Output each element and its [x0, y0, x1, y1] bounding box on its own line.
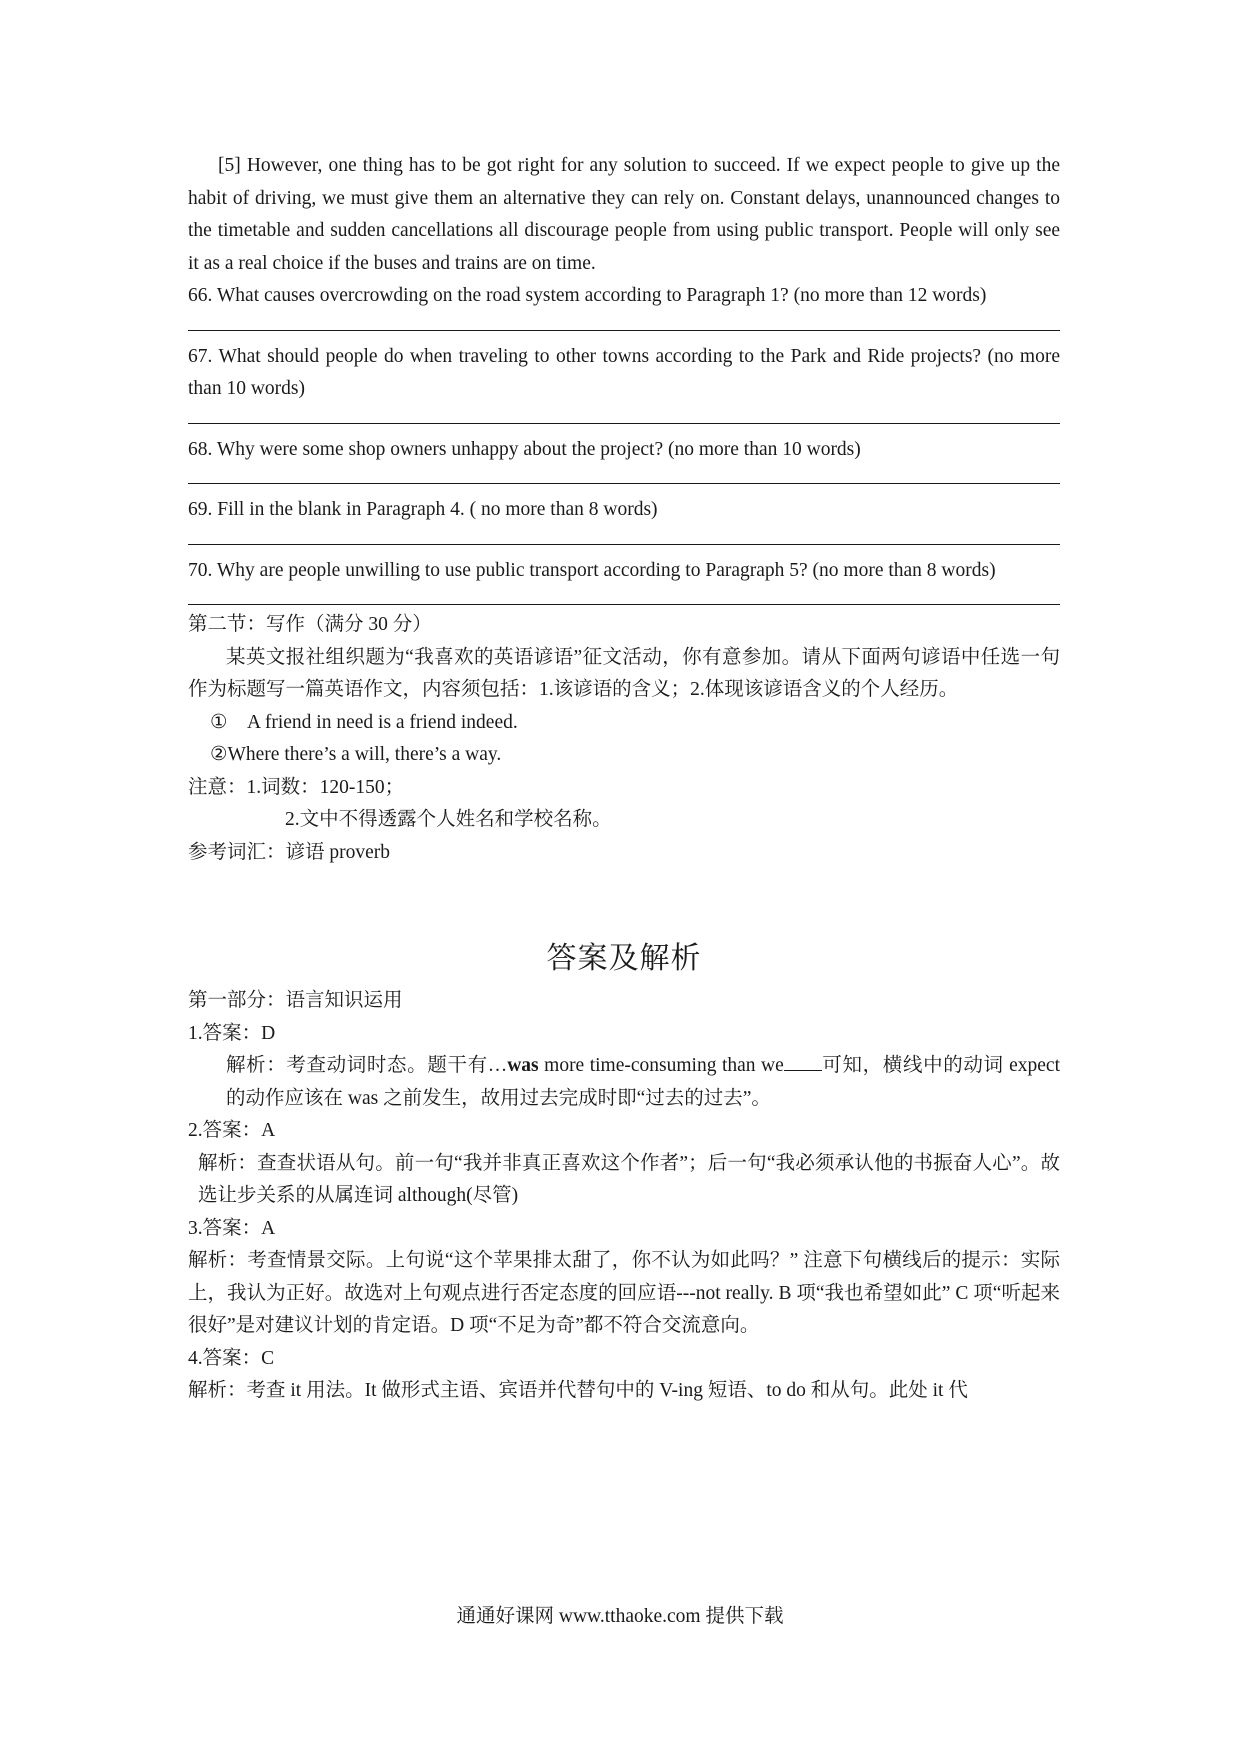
answers-part-1: 第一部分：语言知识运用: [188, 990, 403, 1011]
question-text: 69. Fill in the blank in Paragraph 4. ( no more than 8 words): [188, 499, 658, 520]
answers-title: 答案及解析: [546, 942, 702, 975]
question-68: [188, 434, 1060, 495]
writing-note-1: 注意：1.词数：120-150；: [188, 776, 405, 798]
question-70: [188, 555, 1060, 610]
document-page: [188, 150, 1060, 1408]
question-69: [188, 494, 1060, 555]
question-text: 66. What causes overcrowding on the road system according to Paragraph 1? (no more than 12 words): [188, 285, 987, 306]
question-67: [188, 341, 1060, 434]
passage-paragraph-5: [5] However, one thing has to be got right for any solution to succeed. If we expect people to give up the habit of driving, we must give them an alternative they can rely on. Constant delays, unannounced changes to the timetable and sudden cancellations all discourage people from using public transport. People will only see it as a real choice if the buses and trains are on time.: [188, 155, 1060, 274]
blank-underline: [784, 1052, 822, 1071]
analysis-text: 可知，横线中的动词 expect 的动作应该在 was 之前发生，故用过去完成时即“过去的过去”。: [226, 1055, 1060, 1109]
analysis-text: 解析：考查动词时态。题干有…: [226, 1055, 508, 1076]
writing-prompt: 某英文报社组织题为“我喜欢的英语谚语”征文活动，你有意参加。请从下面两句谚语中任选一句作为标题写一篇英语作文，内容须包括：1.该谚语的含义；2.体现该谚语含义的个人经历。: [188, 646, 1060, 700]
answer-1-analysis: [188, 1050, 1060, 1115]
question-text: 70. Why are people unwilling to use public transport according to Paragraph 5? (no more than 8 words): [188, 559, 996, 581]
writing-note-2: 2.文中不得透露个人姓名和学校名称。: [285, 809, 612, 830]
answer-1-label: 1.答案：D: [188, 1022, 276, 1044]
proverb-2: ②Where there’s a will, there’s a way.: [210, 744, 502, 765]
analysis-text: more time-consuming than we: [538, 1055, 784, 1076]
writing-section-title: 第二节：写作（满分 30 分）: [188, 614, 432, 635]
question-66: [188, 280, 1060, 341]
answer-3-label: 3.答案：A: [188, 1217, 276, 1239]
answer-4-label: 4.答案：C: [188, 1347, 275, 1369]
page-footer: 通通好课网 www.tthaoke.com 提供下载: [456, 1606, 784, 1627]
question-text: 68. Why were some shop owners unhappy about the project? (no more than 10 words): [188, 438, 861, 460]
analysis-bold-word: was: [507, 1055, 539, 1076]
answer-3-analysis: 解析：考查情景交际。上句说“这个苹果排太甜了，你不认为如此吗？” 注意下句横线后的提示：实际上，我认为正好。故选对上句观点进行否定态度的回应语---not really. B 项“我也希望如此” C 项“听起来很好”是对建议计划的肯定语。D 项“不足为奇”都不符合交流意向。: [188, 1250, 1060, 1336]
answer-2-analysis: 解析：查查状语从句。前一句“我并非真正喜欢这个作者”；后一句“我必须承认他的书振奋人心”。故选让步关系的从属连词 although(尽管): [198, 1152, 1060, 1206]
answer-4-analysis: 解析：考查 it 用法。It 做形式主语、宾语并代替句中的 V-ing 短语、to do 和从句。此处 it 代: [188, 1380, 968, 1401]
question-text: 67. What should people do when traveling to other towns according to the Park and Ride projects? (no more than 10 words): [188, 345, 1060, 399]
proverb-1: ① A friend in need is a friend indeed.: [210, 711, 518, 733]
writing-vocab: 参考词汇：谚语 proverb: [188, 841, 391, 863]
answer-2-label: 2.答案：A: [188, 1120, 276, 1141]
